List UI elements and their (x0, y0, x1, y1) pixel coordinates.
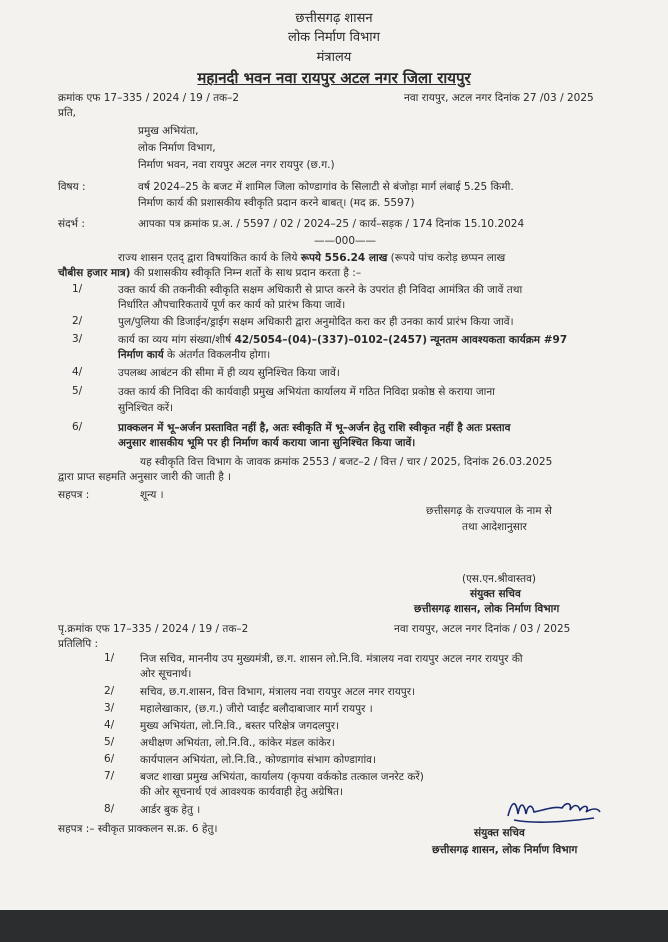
copy-7-line-2: की ओर सूचनार्थ एवं आवश्यक कार्यवाही हेतु अग्रेषित। (140, 786, 344, 798)
signatory-2-title: संयुक्त सचिव (474, 827, 525, 839)
copy-number: 8/ (104, 803, 115, 815)
subject-line-2: निर्माण कार्य की प्रशासकीय स्वीकृति प्रदान करने बाबत्। (मद क्र. 5597) (138, 197, 415, 209)
subject-label: विषय : (58, 181, 86, 193)
endorsement-number: पृ.क्रमांक एफ 17–335 / 2024 / 19 / तक–2 (58, 623, 249, 635)
copy-1-line-1: निज सचिव, माननीय उप मुख्यमंत्री, छ.ग. शासन लो.नि.वि. मंत्रालय नवा रायपुर अटल नगर रायपुर की (140, 653, 523, 665)
work-type: निर्माण कार्य (118, 349, 164, 361)
copy-1-line-2: ओर सूचनार्थ। (140, 668, 192, 680)
enclosure-label: सहपत्र : (58, 489, 90, 501)
header-address: महानदी भवन नवा रायपुर अटल नगर जिला रायपुर (197, 69, 471, 87)
amount-in-words: चौबीस हजार मात्र) (58, 267, 131, 279)
condition-3-line-2 (118, 348, 270, 363)
reference-label: संदर्भ : (58, 218, 85, 230)
sanction-amount: रूपये 556.24 लाख (300, 252, 388, 264)
bottom-background (0, 910, 668, 942)
condition-number: 2/ (72, 315, 83, 327)
condition-3-line-1 (118, 333, 567, 348)
subject-line-1: वर्ष 2024–25 के बजट में शामिल जिला कोण्डागांव के सिलाटी से बंजोड़ा मार्ग लंबाई 5.25 किमी. (138, 181, 514, 193)
condition-1-line-1: उक्त कार्य की तकनीकी स्वीकृति सक्षम अधिकारी से प्राप्त करने के उपरांत ही निविदा आमंत्रित की जावें तथा (118, 284, 523, 296)
endorsement-place-date: नवा रायपुर, अटल नगर दिनांक / 03 / 2025 (394, 623, 571, 635)
copy-5-line-1: अधीक्षण अभियंता, लो.नि.वि., कांकेर मंडल कांकेर। (140, 737, 335, 749)
signatory-name: (एस.एन.श्रीवास्तव) (462, 573, 537, 585)
enclosure-value: शून्य । (140, 489, 164, 501)
header-ministry: मंत्रालय (316, 50, 352, 65)
intro-line-2 (58, 266, 361, 281)
copy-label: प्रतिलिपि : (58, 638, 99, 650)
reference-text: आपका पत्र क्रमांक प्र.अ. / 5597 / 02 / 2024–25 / कार्य–सड़क / 174 दिनांक 15.10.2024 (138, 218, 525, 230)
signatory-department: छत्तीसगढ़ शासन, लोक निर्माण विभाग (414, 603, 560, 615)
addressee-line-3: निर्माण भवन, नवा रायपुर अटल नगर रायपुर (छ.ग.) (138, 159, 335, 171)
copy-number: 7/ (104, 770, 115, 782)
condition-5-line-2: सुनिश्चित करें। (118, 402, 174, 414)
condition-1-line-2: निर्धारित औपचारिकतायें पूर्ण कर कार्य को प्रारंभ किया जावें। (118, 299, 346, 311)
program-name: न्यूनतम आवश्यकता कार्यक्रम #97 (430, 334, 568, 346)
copy-8-line-1: आर्डर बुक हेतु । (140, 804, 201, 816)
addressee-line-1: प्रमुख अभियंता, (138, 125, 199, 137)
intro-text-b: की प्रशासकीय स्वीकृति निम्न शर्तो के साथ प्रदान करता है :– (133, 267, 362, 279)
copy-7-line-1: बजट शाखा प्रमुख अभियंता, कार्यालय (कृपया वर्ककोड तत्काल जनरेट करें) (140, 771, 424, 783)
divider: ——000—— (314, 235, 377, 247)
intro-text-a: राज्य शासन एतद् द्वारा विषयांकित कार्य के लिये (118, 252, 298, 264)
budget-head-label: कार्य का व्यय मांग संख्या/शीर्ष (118, 334, 232, 346)
copy-number: 3/ (104, 702, 115, 714)
prati-label: प्रति, (58, 107, 77, 119)
signatory-2-department: छत्तीसगढ़ शासन, लोक निर्माण विभाग (432, 844, 578, 856)
copy-3-line-1: महालेखाकार, (छ.ग.) जीरो प्वाईंट बलौदाबाजार मार्ग रायपुर । (140, 703, 373, 715)
addressee-line-2: लोक निर्माण विभाग, (138, 142, 216, 154)
budget-head-code: 42/5054–(04)–(337)–0102–(2457) (234, 334, 428, 346)
copy-number: 6/ (104, 753, 115, 765)
condition-2-line-1: पुल/पुलिया की डिजाईन/ड्राईग सक्षम अधिकारी द्वारा अनुमोदित करा कर ही उनका कार्य प्रारंभ किया जावें। (118, 316, 514, 328)
condition-number: 5/ (72, 385, 83, 397)
copy-4-line-1: मुख्य अभियंता, लो.नि.वि., बस्तर परिक्षेत्र जगदलपुर। (140, 720, 340, 732)
header-state-name: छत्तीसगढ़ शासन (295, 11, 373, 26)
condition-6-line-1 (118, 421, 510, 436)
copy-2-line-1: सचिव, छ.ग.शासन, वित्त विभाग, मंत्रालय नवा रायपुर अटल नगर रायपुर। (140, 686, 416, 698)
issue-place-date: नवा रायपुर, अटल नगर दिनांक 27 /03 / 2025 (404, 92, 594, 104)
copy-number: 2/ (104, 685, 115, 697)
handwritten-signature-icon (504, 794, 604, 828)
enclosure-2: सहपत्र :– स्वीकृत प्राक्कलन स.क्र. 6 हेतु। (58, 823, 218, 835)
intro-text-c: (रूपये पांच करोड़ छप्पन लाख (390, 252, 506, 264)
authority-line-2: तथा आदेशानुसार (462, 521, 527, 533)
copy-number: 5/ (104, 736, 115, 748)
condition-number: 4/ (72, 366, 83, 378)
land-acquisition-note-2: अतः स्वीकृति में भू–अर्जन हेतु राशि स्वीकृत नहीं है (272, 422, 463, 434)
reference-number: क्रमांक एफ 17–335 / 2024 / 19 / तक–2 (58, 92, 240, 104)
copy-number: 4/ (104, 719, 115, 731)
condition-3-tail: के अंतर्गत विकलनीय होगा। (167, 349, 271, 361)
authority-line-1: छत्तीसगढ़ के राज्यपाल के नाम से (426, 505, 552, 517)
condition-number: 6/ (72, 421, 83, 433)
copy-6-line-1: कार्यपालन अभियंता, लो.नि.वि., कोण्डागांव संभाग कोण्डागांव। (140, 754, 376, 766)
header-department: लोक निर्माण विभाग (288, 30, 380, 45)
land-acquisition-note-3: अतः प्रस्ताव (466, 422, 511, 434)
intro-line-1 (118, 251, 505, 266)
land-acquisition-note: प्राक्कलन में भू–अर्जन प्रस्तावित नहीं है, (118, 422, 270, 434)
condition-5-line-1: उक्त कार्य की निविदा की कार्यवाही प्रमुख अभियंता कार्यालय में गठित निविदा प्रकोष्ठ से कराया जाना (118, 386, 495, 398)
finance-line-1: यह स्वीकृति वित्त विभाग के जावक क्रमांक 2553 / बजट–2 / वित्त / चार / 2025, दिनांक 26.03.2025 (140, 456, 553, 468)
signatory-title: संयुक्त सचिव (470, 588, 521, 600)
condition-number: 1/ (72, 283, 83, 295)
finance-line-2: द्वारा प्राप्त सहमति अनुसार जारी की जाती है । (58, 471, 232, 483)
copy-number: 1/ (104, 652, 115, 664)
condition-6-line-2: अनुसार शासकीय भूमि पर ही निर्माण कार्य कराया जाना सुनिश्चित किया जावें। (118, 437, 416, 449)
condition-number: 3/ (72, 333, 83, 345)
condition-4-line-1: उपलब्ध आबंटन की सीमा में ही व्यय सुनिश्चित किया जावें। (118, 367, 340, 379)
